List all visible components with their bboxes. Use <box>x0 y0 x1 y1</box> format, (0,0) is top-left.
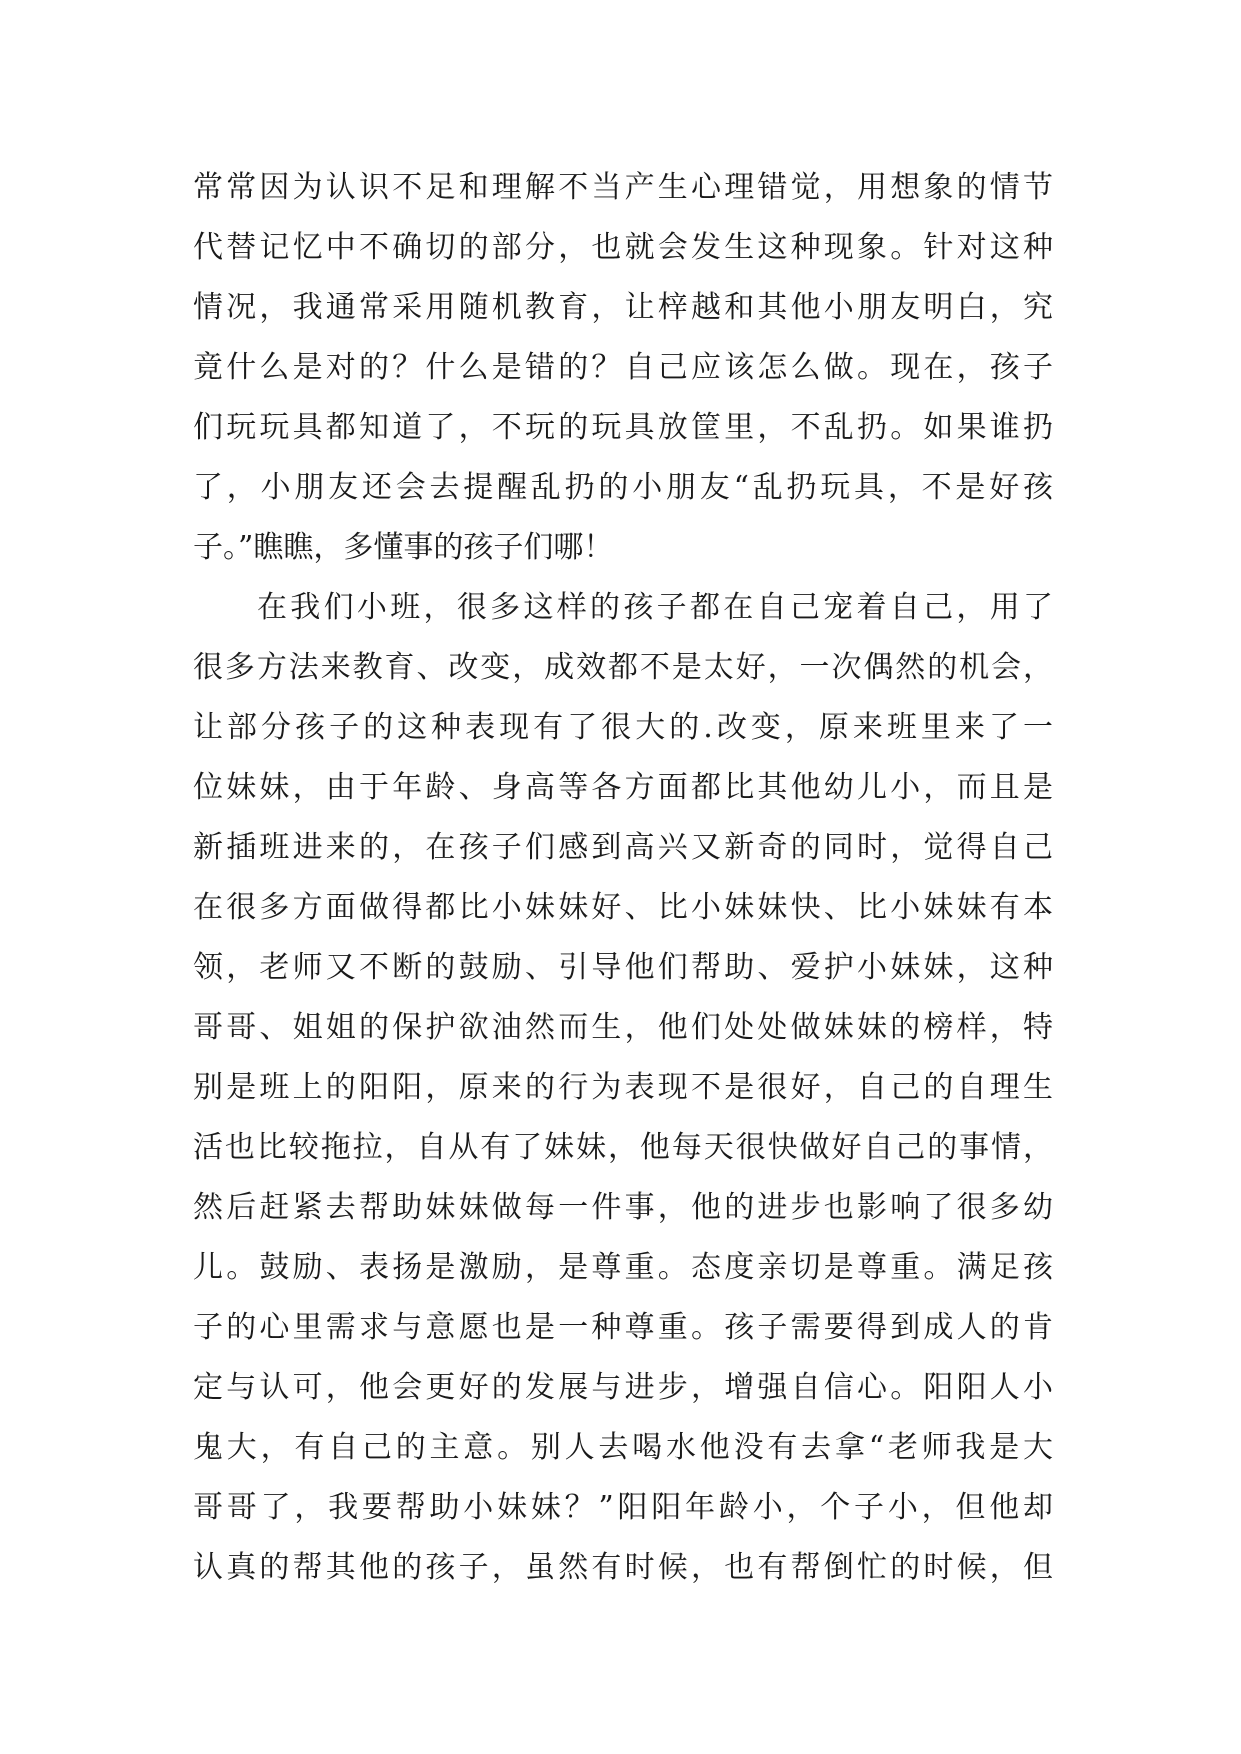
text-line: 子的心里需求与意愿也是一种尊重。孩子需要得到成人的肯 <box>193 1310 1053 1345</box>
paragraph <box>193 578 1053 1598</box>
text-line: 在我们小班，很多这样的孩子都在自己宠着自己，用了 <box>257 590 1053 625</box>
text-line: 定与认可，他会更好的发展与进步，增强自信心。阳阳人小 <box>193 1370 1053 1405</box>
text-line: 在很多方面做得都比小妹妹好、比小妹妹快、比小妹妹有本 <box>193 890 1053 925</box>
text-line: 然后赶紧去帮助妹妹做每一件事，他的进步也影响了很多幼 <box>193 1190 1053 1225</box>
text-line: 领，老师又不断的鼓励、引导他们帮助、爱护小妹妹，这种 <box>193 950 1053 985</box>
text-line: 哥哥了，我要帮助小妹妹？”阳阳年龄小，个子小，但他却 <box>193 1490 1053 1525</box>
text-line: 儿。鼓励、表扬是激励，是尊重。态度亲切是尊重。满足孩 <box>193 1250 1053 1285</box>
text-line: 了，小朋友还会去提醒乱扔的小朋友“乱扔玩具，不是好孩 <box>193 470 1053 505</box>
text-line: 位妹妹，由于年龄、身高等各方面都比其他幼儿小，而且是 <box>193 770 1053 805</box>
body-text <box>193 158 1053 1598</box>
text-line: 子。”瞧瞧，多懂事的孩子们哪！ <box>193 530 614 565</box>
text-line: 活也比较拖拉，自从有了妹妹，他每天很快做好自己的事情， <box>193 1130 1053 1165</box>
text-line: 鬼大，有自己的主意。别人去喝水他没有去拿“老师我是大 <box>193 1430 1053 1465</box>
text-line: 新插班进来的，在孩子们感到高兴又新奇的同时，觉得自己 <box>193 830 1053 865</box>
text-line: 情况，我通常采用随机教育，让梓越和其他小朋友明白，究 <box>193 290 1053 325</box>
text-line: 很多方法来教育、改变，成效都不是太好，一次偶然的机会， <box>193 650 1053 685</box>
text-line: 代替记忆中不确切的部分，也就会发生这种现象。针对这种 <box>193 230 1053 265</box>
text-line: 别是班上的阳阳，原来的行为表现不是很好，自己的自理生 <box>193 1070 1053 1105</box>
text-line: 常常因为认识不足和理解不当产生心理错觉，用想象的情节 <box>193 170 1053 205</box>
paragraph <box>193 158 1053 578</box>
text-line: 认真的帮其他的孩子，虽然有时候，也有帮倒忙的时候，但 <box>193 1550 1053 1585</box>
text-line: 们玩玩具都知道了，不玩的玩具放筐里，不乱扔。如果谁扔 <box>193 410 1053 445</box>
text-line: 让部分孩子的这种表现有了很大的.改变，原来班里来了一 <box>193 710 1053 745</box>
text-line: 竟什么是对的？什么是错的？自己应该怎么做。现在，孩子 <box>193 350 1053 385</box>
text-line: 哥哥、姐姐的保护欲油然而生，他们处处做妹妹的榜样，特 <box>193 1010 1053 1045</box>
